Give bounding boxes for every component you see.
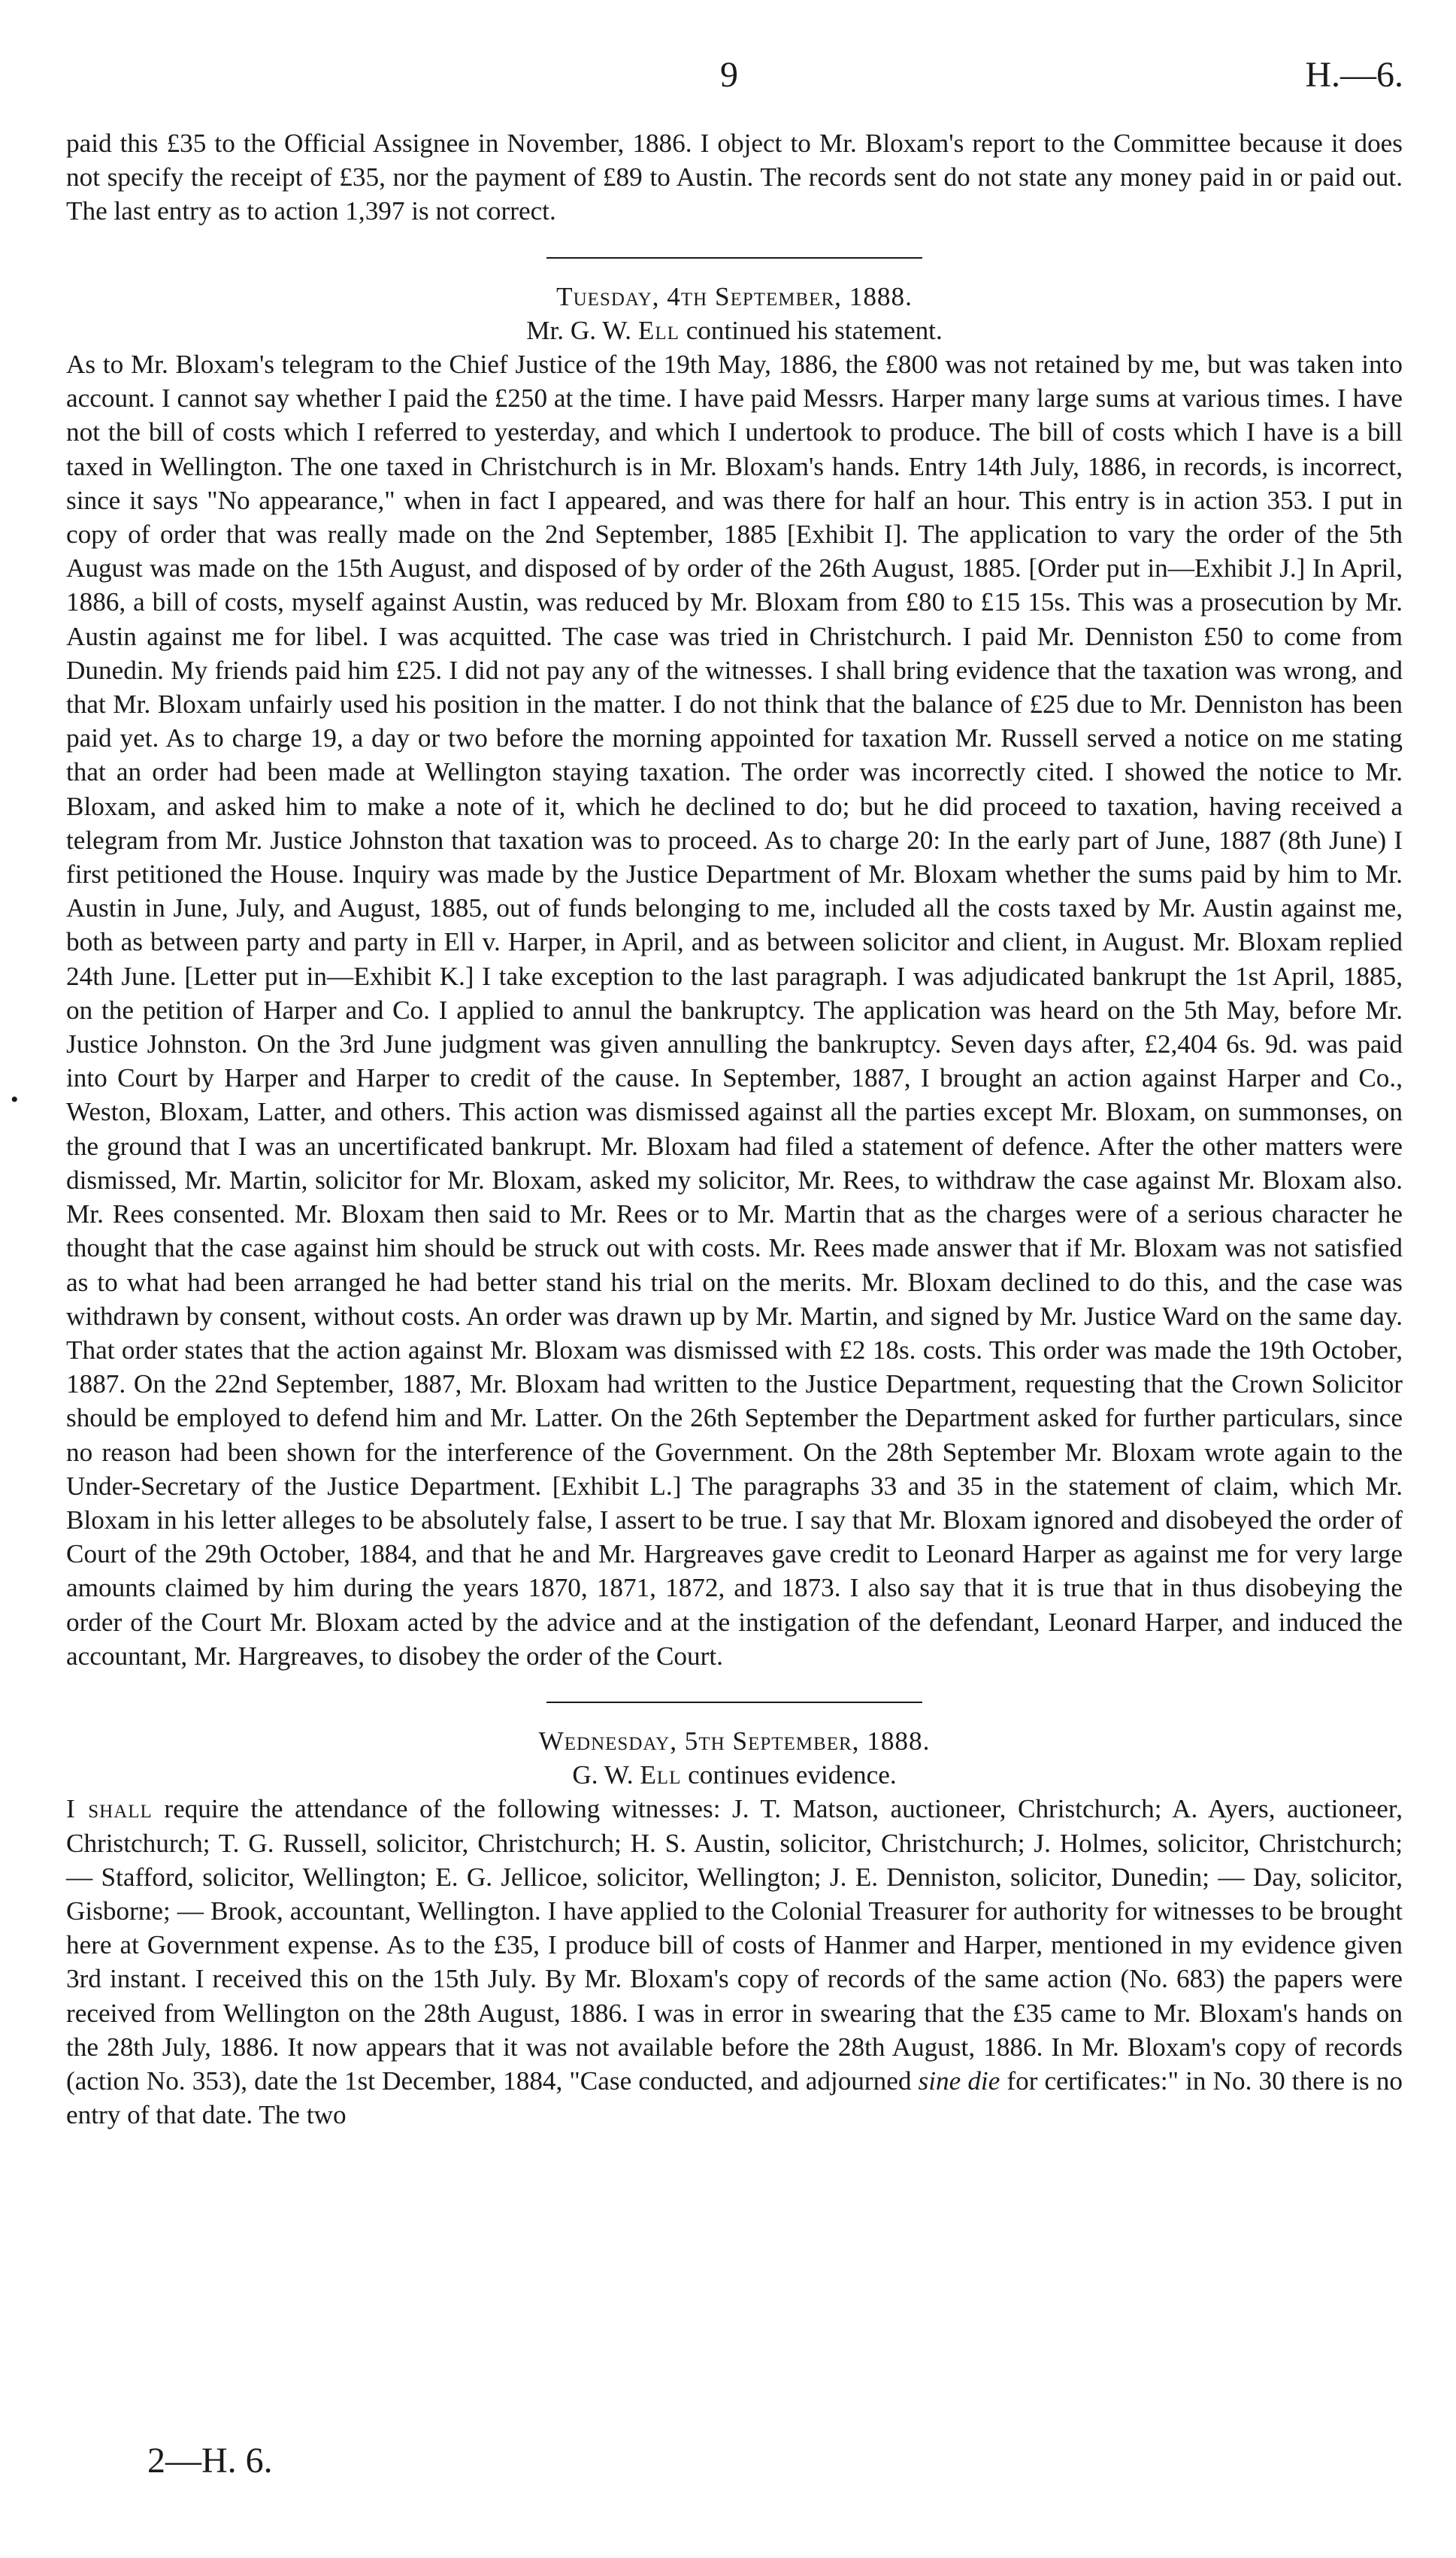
section2-tail: for certificates:" in No. 30 there is no entry of that date. The two xyxy=(66,2065,1403,2130)
section1-subtitle-post: continued his statement. xyxy=(679,315,943,345)
section2-italic: sine die xyxy=(918,2065,1000,2096)
footer-signature: 2—H. 6. xyxy=(147,2441,273,2481)
section-divider xyxy=(546,257,922,259)
margin-dot-icon: • xyxy=(11,1087,19,1112)
section1-subtitle-pre: Mr. G. W. xyxy=(526,315,638,345)
section2-body-text: require the attendance of the following witnesses: J. T. Matson, auctioneer, Christchurch; A. Ayers, auctioneer, Christchurch; T. G. Russell, solicitor, Christchurch; H. S. Austin, solicitor, Christchurch; J. Holmes, solicitor, Christchurch; — Stafford, solicitor, Wellington; E. G. Jellicoe, solicitor, Wellington; J. E. Denniston, solicitor, Dunedin; — Day, solicitor, Gisborne; — Brook, accountant, Wellington. I have applied to the Colonial Treasurer for authority for witnesses to be brought here at Government expense. As to the £35, I produce bill of costs of Hanmer and Harper, mentioned in my evidence given 3rd instant. I received this on the 15th July. By Mr. Bloxam's copy of records of the same action (No. 683) the papers were received from Wellington on the 28th August, 1886. I was in error in swearing that the £35 came to Mr. Bloxam's hands on the 28th July, 1886. It now appears that it was not available before the 28th August, 1886. In Mr. Bloxam's copy of records (action No. 353), date the 1st December, 1884, "Case conducted, and adjourned xyxy=(66,1794,1403,2096)
section2-subtitle xyxy=(66,1758,1403,1792)
section2-body xyxy=(66,1792,1403,2132)
page-content xyxy=(66,126,1403,2132)
page-header xyxy=(0,54,1456,107)
section2-date: Wednesday, 5th September, 1888. xyxy=(538,1726,931,1756)
document-reference: H.—6. xyxy=(1305,55,1403,95)
page-number: 9 xyxy=(720,55,738,95)
section-divider xyxy=(546,1702,922,1703)
section1-date: Tuesday, 4th September, 1888. xyxy=(556,281,913,311)
section2-lead: I shall xyxy=(66,1794,153,1824)
section1-body: As to Mr. Bloxam's telegram to the Chief Justice of the 19th May, 1886, the £800 was not retained by me, but was taken into account. I cannot say whether I paid the £250 at the time. I have paid Messrs. Harper many large sums at various times. I have not the bill of costs which I referred to yesterday, and which I undertook to produce. The bill of costs which I have is a bill taxed in Wellington. The one taxed in Christchurch is in Mr. Bloxam's hands. Entry 14th July, 1886, in records, is incorrect, since it says "No appearance," when in fact I appeared, and was there for half an hour. This entry is in action 353. I put in copy of order that was really made on the 2nd September, 1885 [Exhibit I]. The application to vary the order of the 5th August was made on the 15th August, and disposed of by order of the 26th August, 1885. [Order put in—Exhibit J.] In April, 1886, a bill of costs, myself against Austin, was reduced by Mr. Bloxam from £80 to £15 15s. This was a prosecution by Mr. Austin against me for libel. I was acquitted. The case was tried in Christchurch. I paid Mr. Denniston £50 to come from Dunedin. My friends paid him £25. I did not pay any of the witnesses. I shall bring evidence that the taxation was wrong, and that Mr. Bloxam unfairly used his position in the matter. I do not think that the balance of £25 due to Mr. Denniston has been paid yet. As to charge 19, a day or two before the morning appointed for taxation Mr. Russell served a notice on me stating that an order had been made at Wellington staying taxation. The order was incorrectly cited. I showed the notice to Mr. Bloxam, and asked him to make a note of it, which he declined to do; but he did proceed to taxation, having received a telegram from Mr. Justice Johnston that taxation was to proceed. As to charge 20: In the early part of June, 1887 (8th June) I first petitioned the House. Inquiry was made by the Justice Department of Mr. Bloxam whether the sums paid by him to Mr. Austin in June, July, and August, 1885, out of funds belonging to me, included all the costs taxed by Mr. Austin against me, both as between party and party in Ell v. Harper, in April, and as between solicitor and client, in August. Mr. Bloxam replied 24th June. [Letter put in—Exhibit K.] I take exception to the last paragraph. I was adjudicated bankrupt the 1st April, 1885, on the petition of Harper and Co. I applied to annul the bankruptcy. The application was heard on the 5th May, before Mr. Justice Johnston. On the 3rd June judgment was given annulling the bankruptcy. Seven days after, £2,404 6s. 9d. was paid into Court by Harper and Harper to credit of the cause. In September, 1887, I brought an action against Harper and Co., Weston, Bloxam, Latter, and others. This action was dismissed against all the parties except Mr. Bloxam, on summonses, on the ground that I was an uncertificated bankrupt. Mr. Bloxam had filed a statement of defence. After the other matters were dismissed, Mr. Martin, solicitor for Mr. Bloxam, asked my solicitor, Mr. Rees, to withdraw the case against Mr. Bloxam also. Mr. Rees consented. Mr. Bloxam then said to Mr. Rees or to Mr. Martin that as the charges were of a serious character he thought that the case against him should be struck out with costs. Mr. Rees made answer that if Mr. Bloxam was not satisfied as to what had been arranged he had better stand his trial on the merits. Mr. Bloxam declined to do this, and the case was withdrawn by consent, without costs. An order was drawn up by Mr. Martin, and signed by Mr. Justice Ward on the same day. That order states that the action against Mr. Bloxam was dismissed with £2 18s. costs. This order was made the 19th October, 1887. On the 22nd September, 1887, Mr. Bloxam had written to the Justice Department, requesting that the Crown Solicitor should be employed to defend him and Mr. Latter. On the 26th September the Department asked for further particulars, since no reason had been shown for the interference of the Government. On the 28th September Mr. Bloxam wrote again to the Under-Secretary of the Justice Department. [Exhibit L.] The paragraphs 33 and 35 in the statement of claim, which Mr. Bloxam in his letter alleges to be absolutely false, I assert to be true. I say that Mr. Bloxam ignored and disobeyed the order of Court of the 29th October, 1884, and that he and Mr. Hargreaves gave credit to Leonard Harper as against me for very large amounts claimed by him during the years 1870, 1871, 1872, and 1873. I also say that it is true that in thus disobeying the order of the Court Mr. Bloxam acted by the advice and at the instigation of the defendant, Leonard Harper, and induced the accountant, Mr. Hargreaves, to disobey the order of the Court. xyxy=(66,350,1403,1671)
section2-subtitle-name: Ell xyxy=(640,1760,682,1790)
section2-subtitle-post: continues evidence. xyxy=(681,1760,897,1790)
intro-paragraph: paid this £35 to the Official Assignee in November, 1886. I object to Mr. Bloxam's report to the Committee because it does not specify the receipt of £35, nor the payment of £89 to Austin. The records sent do not state any money paid in or paid out. The last entry as to action 1,397 is not correct. xyxy=(66,129,1403,226)
section1-subtitle xyxy=(66,314,1403,347)
section1-subtitle-name: Ell xyxy=(637,315,680,345)
section2-subtitle-pre: G. W. xyxy=(572,1760,640,1790)
